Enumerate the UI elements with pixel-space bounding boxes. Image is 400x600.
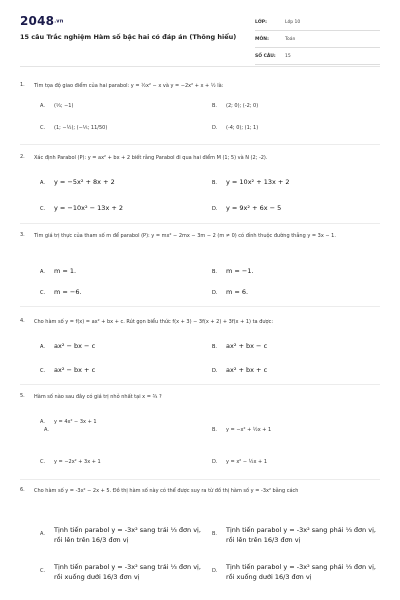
option-label: B.: [212, 427, 218, 433]
option-d[interactable]: [212, 125, 258, 131]
option-c[interactable]: [40, 459, 101, 465]
option-d[interactable]: [212, 204, 281, 212]
option-text: Tịnh tiến parabol y = -3x² sang trái ⅓ đơn vị, rồi xuống dưới 16/3 đơn vị: [54, 563, 201, 581]
option-label: C.: [40, 206, 46, 212]
option-a[interactable]: [40, 419, 97, 433]
option-label: C.: [40, 290, 46, 296]
meta-row-subject: [255, 31, 380, 48]
option-d[interactable]: [212, 459, 267, 465]
option-c[interactable]: [40, 125, 107, 131]
option-label: C.: [40, 368, 46, 374]
option-label: D.: [212, 206, 218, 212]
option-label: A.: [40, 180, 45, 186]
option-b[interactable]: [212, 525, 384, 545]
option-label: A.: [40, 269, 45, 275]
option-text: ax² − bx − c: [54, 342, 96, 350]
question-divider: [20, 306, 380, 307]
option-b[interactable]: [212, 103, 258, 109]
option-label: D.: [212, 368, 218, 374]
meta-value: Toán: [285, 36, 296, 42]
option-text: m = 6.: [226, 288, 249, 296]
option-text: Tịnh tiến parabol y = -3x² sang phải ⅓ đơn vị, rồi xuống dưới 16/3 đơn vị: [226, 563, 376, 581]
option-label: B.: [212, 531, 218, 537]
question-divider: [20, 144, 380, 145]
logo-text: 2048: [20, 14, 55, 28]
option-d[interactable]: [212, 562, 384, 582]
meta-row-count: [255, 48, 380, 65]
site-logo[interactable]: [20, 14, 64, 28]
option-text: (-4; 0); (1; 1): [226, 125, 259, 131]
option-d[interactable]: [212, 366, 267, 374]
question-number: 3.: [20, 232, 25, 238]
option-text: ax² − bx + c: [54, 366, 96, 374]
meta-key: MÔN:: [255, 36, 269, 42]
option-b[interactable]: [212, 178, 290, 186]
question-number: 6.: [20, 487, 25, 493]
question-number: 4.: [20, 318, 25, 324]
meta-value: Lớp 10: [285, 19, 301, 25]
option-text: m = 1.: [54, 267, 77, 275]
meta-key: SỐ CÂU:: [255, 53, 276, 59]
page-title: 15 câu Trắc nghiệm Hàm số bậc hai có đáp án (Thông hiểu): [20, 33, 237, 41]
option-c[interactable]: [40, 366, 95, 374]
option-text: m = −6.: [54, 288, 82, 296]
option-a[interactable]: [40, 525, 208, 545]
option-b[interactable]: [212, 342, 267, 350]
option-c[interactable]: [40, 204, 123, 212]
option-text: y = 4x² − 3x + 1: [54, 419, 97, 425]
option-text: y = x² − ½x + 1: [226, 459, 268, 465]
option-label: B.: [212, 103, 218, 109]
meta-row-class: [255, 14, 380, 31]
question-divider: [20, 384, 380, 385]
option-c[interactable]: [40, 288, 82, 296]
option-a[interactable]: [40, 342, 95, 350]
question-number: 1.: [20, 82, 25, 88]
meta-key: LỚP:: [255, 19, 267, 25]
logo-suffix: .vn: [54, 18, 64, 25]
option-text: ax² + bx − c: [226, 342, 268, 350]
question-divider: [20, 223, 380, 224]
option-label: C.: [40, 459, 46, 465]
option-d[interactable]: [212, 288, 248, 296]
option-text: (2; 0); (-2; 0): [226, 103, 259, 109]
option-a[interactable]: [40, 267, 76, 275]
option-a[interactable]: [40, 178, 115, 186]
question-text: Cho hàm số y = -3x² − 2x + 5. Đồ thị hàm số này có thể được suy ra từ đồ thị hàm số y = -3x² bằng cách: [34, 488, 299, 494]
meta-value: 15: [285, 53, 291, 59]
option-text: (⅓; −1): [54, 103, 74, 109]
option-b[interactable]: [212, 427, 271, 433]
option-label: B.: [212, 344, 218, 350]
meta-table: [255, 14, 380, 65]
option-text: y = −5x² + 8x + 2: [54, 178, 115, 186]
header-divider: [20, 66, 380, 67]
option-label: B.: [212, 180, 218, 186]
question-text: Xác định Parabol (P): y = ax² + bx + 2 biết rằng Parabol đi qua hai điểm M (1; 5) và N (2; -2).: [34, 155, 268, 161]
option-text: Tịnh tiến parabol y = -3x² sang trái ⅓ đơn vị, rồi lên trên 16/3 đơn vị: [54, 526, 201, 544]
question-text: Cho hàm số y = f(x) = ax² + bx + c. Rút gọn biểu thức f(x + 3) − 3f(x + 2) + 3f(x + 1) ta được:: [34, 319, 274, 325]
option-c[interactable]: [40, 562, 208, 582]
option-text: ax² + bx + c: [226, 366, 268, 374]
option-label: C.: [40, 568, 46, 574]
question-divider: [20, 479, 380, 480]
option-text: y = −10x² − 13x + 2: [54, 204, 124, 212]
option-label: A.: [40, 344, 45, 350]
option-label: C.: [40, 125, 46, 131]
option-label: A.: [40, 531, 45, 537]
question-number: 2.: [20, 154, 25, 160]
question-text: Tìm tọa độ giao điểm của hai parabol: y = ½x² − x và y = −2x² + x + ½ là:: [34, 83, 224, 89]
option-text: y = −x² + ½x + 1: [226, 427, 272, 433]
option-text: y = 9x² + 6x − 5: [226, 204, 282, 212]
option-label: D.: [212, 459, 218, 465]
question-number: 5.: [20, 393, 25, 399]
option-label: A.: [40, 103, 45, 109]
option-label: D.: [212, 290, 218, 296]
option-b[interactable]: [212, 267, 254, 275]
option-text: Tịnh tiến parabol y = -3x² sang phải ⅓ đơn vị, rồi lên trên 16/3 đơn vị: [226, 526, 376, 544]
option-extra-label: A.: [44, 427, 49, 433]
option-text: y = −2x² + 3x + 1: [54, 459, 101, 465]
question-text: Hàm số nào sau đây có giá trị nhỏ nhất tại x = ¾ ?: [34, 394, 162, 400]
option-label: B.: [212, 269, 218, 275]
option-a[interactable]: [40, 103, 73, 109]
option-label: D.: [212, 125, 218, 131]
option-text: m = −1.: [226, 267, 254, 275]
option-label: D.: [212, 568, 218, 574]
option-label: A.: [40, 419, 45, 425]
question-text: Tìm giá trị thực của tham số m để parabol (P): y = mx² − 2mx − 3m − 2 (m ≠ 0) có đỉnh thuộc đường thẳng y = 3x − 1.: [34, 233, 336, 239]
option-text: (1; −½); (−⅕; 11/50): [54, 125, 108, 131]
option-text: y = 10x² + 13x + 2: [226, 178, 290, 186]
